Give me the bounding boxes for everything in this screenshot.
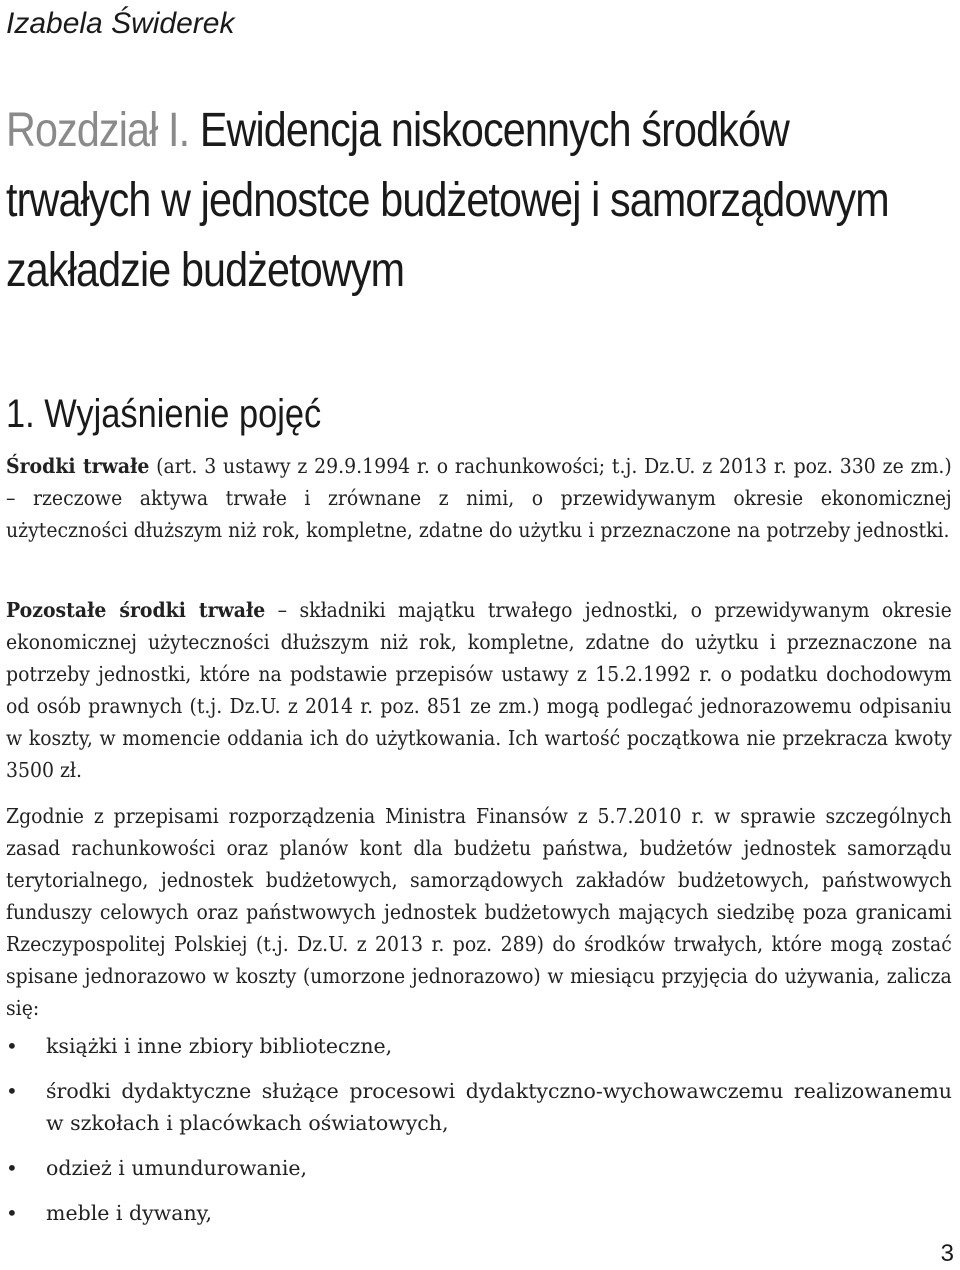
- chapter-title-text: Ewidencja niskocennych środków trwałych w jednostce budżetowej i samorządowym zakładzie budżetowym: [6, 104, 889, 297]
- list-item-text: meble i dywany,: [46, 1201, 213, 1225]
- list-item-text: odzież i umundurowanie,: [46, 1156, 308, 1180]
- list-item: [6, 1152, 952, 1184]
- section-title: 1. Wyjaśnienie pojęć: [6, 392, 322, 436]
- paragraph-text: Zgodnie z przepisami rozporządzenia Ministra Finansów z 5.7.2010 r. w sprawie szczególnych zasad rachunkowości oraz planów kont dla budżetu państwa, budżetów jednostek samorządu terytorialnego, jednostek budżetowych, samorządowych zakładów budżetowych, państwowych funduszy celowych oraz państwowych jednostek budżetowych mających siedzibę poza granicami Rzeczypospolitej Polskiej (t.j. Dz.U. z 2013 r. poz. 289) do środków trwałych, które mogą zostać spisane jednorazowo w koszty (umorzone jednorazowo) w miesiącu przyjęcia do używania, zalicza się:: [6, 804, 952, 1020]
- term-srodki-trwale: Środki trwałe: [6, 454, 150, 478]
- bullet-marker: •: [6, 1156, 18, 1180]
- paragraph-rozporzadzenie: [6, 800, 952, 1024]
- bullet-marker: •: [6, 1034, 18, 1058]
- chapter-title: [6, 96, 943, 306]
- bullet-marker: •: [6, 1201, 18, 1225]
- list-item-text: środki dydaktyczne służące procesowi dydaktyczno-wychowawczemu realizowanemu w szkołach i placówkach oświatowych,: [46, 1079, 952, 1135]
- paragraph-pozostale-srodki-trwale: [6, 594, 952, 786]
- paragraph-text: (art. 3 ustawy z 29.9.1994 r. o rachunkowości; t.j. Dz.U. z 2013 r. poz. 330 ze zm.) – rzeczowe aktywa trwałe i zrównane z nimi, o przewidywanym okresie ekonomicznej użyteczności dłuższym niż rok, kompletne, zdatne do użytku i przeznaczone na potrzeby jednostki.: [6, 454, 952, 542]
- list-item: [6, 1030, 952, 1062]
- chapter-number: Rozdział I.: [6, 104, 190, 157]
- list-item: [6, 1197, 952, 1229]
- author-name: Izabela Świderek: [6, 7, 235, 40]
- page-number: 3: [940, 1240, 954, 1267]
- list-item-text: książki i inne zbiory biblioteczne,: [46, 1034, 393, 1058]
- bullet-marker: •: [6, 1079, 18, 1103]
- term-pozostale-srodki-trwale: Pozostałe środki trwałe: [6, 598, 266, 622]
- list-item: [6, 1075, 952, 1139]
- paragraph-text: – składniki majątku trwałego jednostki, o przewidywanym okresie ekonomicznej użyteczności dłuższym niż rok, kompletne, zdatne do użytku i przeznaczone na potrzeby jednostki, które na podstawie przepisów ustawy z 15.2.1992 r. o podatku dochodowym od osób prawnych (t.j. Dz.U. z 2014 r. poz. 851 ze zm.) mogą podlegać jednorazowemu odpisaniu w koszty, w momencie oddania ich do użytkowania. Ich wartość początkowa nie przekracza kwoty 3500 zł.: [6, 598, 952, 782]
- bullet-list: [6, 1030, 952, 1242]
- paragraph-srodki-trwale: [6, 450, 952, 546]
